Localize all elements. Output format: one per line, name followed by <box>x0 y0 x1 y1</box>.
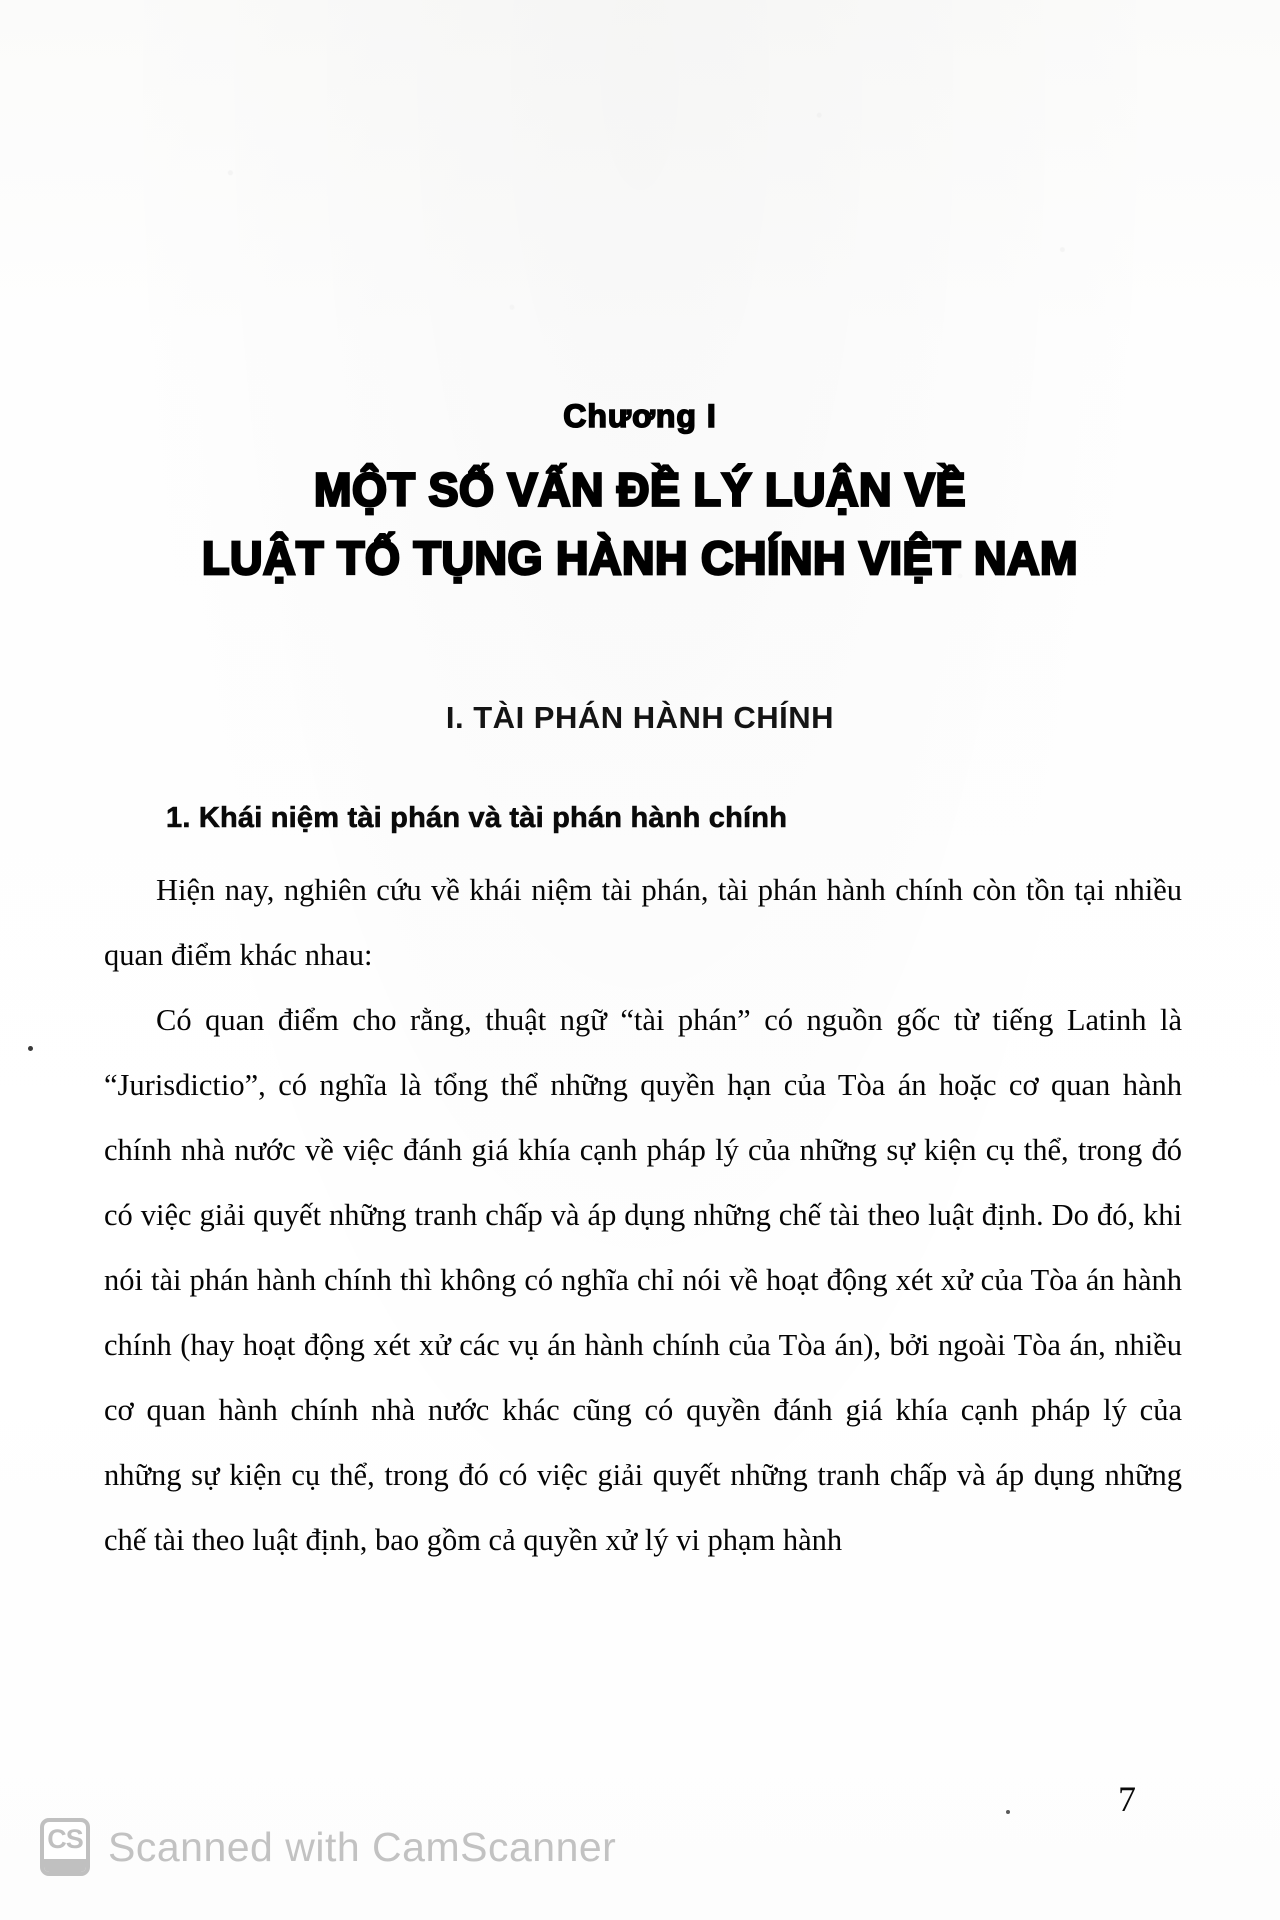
section-heading: I. TÀI PHÁN HÀNH CHÍNH <box>445 700 835 735</box>
camscanner-watermark <box>40 1818 616 1876</box>
chapter-title-line-2: LUẬT TỐ TỤNG HÀNH CHÍNH VIỆT NAM <box>202 531 1078 585</box>
camscanner-watermark-text: Scanned with CamScanner <box>108 1823 617 1870</box>
camscanner-logo-bar <box>44 1859 86 1872</box>
body-text <box>104 858 1182 1573</box>
paragraph: Hiện nay, nghiên cứu về khái niệm tài phán, tài phán hành chính còn tồn tại nhiều quan điểm khác nhau: <box>104 873 1182 972</box>
scan-speck <box>1006 1810 1010 1814</box>
scan-speck <box>28 1046 33 1051</box>
camscanner-logo-letters: CS <box>47 1824 83 1854</box>
chapter-label: Chương I <box>563 398 717 434</box>
subsection-heading: 1. Khái niệm tài phán và tài phán hành chính <box>166 802 788 834</box>
paragraph: Có quan điểm cho rằng, thuật ngữ “tài phán” có nguồn gốc từ tiếng Latinh là “Jurisdictio”, có nghĩa là tổng thể những quyền hạn của Tòa án hoặc cơ quan hành chính nhà nước về việc đánh giá khía cạnh pháp lý của những sự kiện cụ thể, trong đó có việc giải quyết những tranh chấp và áp dụng những chế tài theo luật định. Do đó, khi nói tài phán hành chính thì không có nghĩa chỉ nói về hoạt động xét xử của Tòa án hành chính (hay hoạt động xét xử các vụ án hành chính của Tòa án), bởi ngoài Tòa án, nhiều cơ quan hành chính nhà nước khác cũng có quyền đánh giá khía cạnh pháp lý của những sự kiện cụ thể, trong đó có việc giải quyết những tranh chấp và áp dụng những chế tài theo luật định, bao gồm cả quyền xử lý vi phạm hành <box>104 1003 1182 1557</box>
chapter-title-line-1: MỘT SỐ VẤN ĐỀ LÝ LUẬN VỀ <box>313 462 967 516</box>
chapter-title <box>0 455 1280 592</box>
page-number: 7 <box>1118 1779 1136 1819</box>
camscanner-logo-icon <box>40 1818 90 1876</box>
